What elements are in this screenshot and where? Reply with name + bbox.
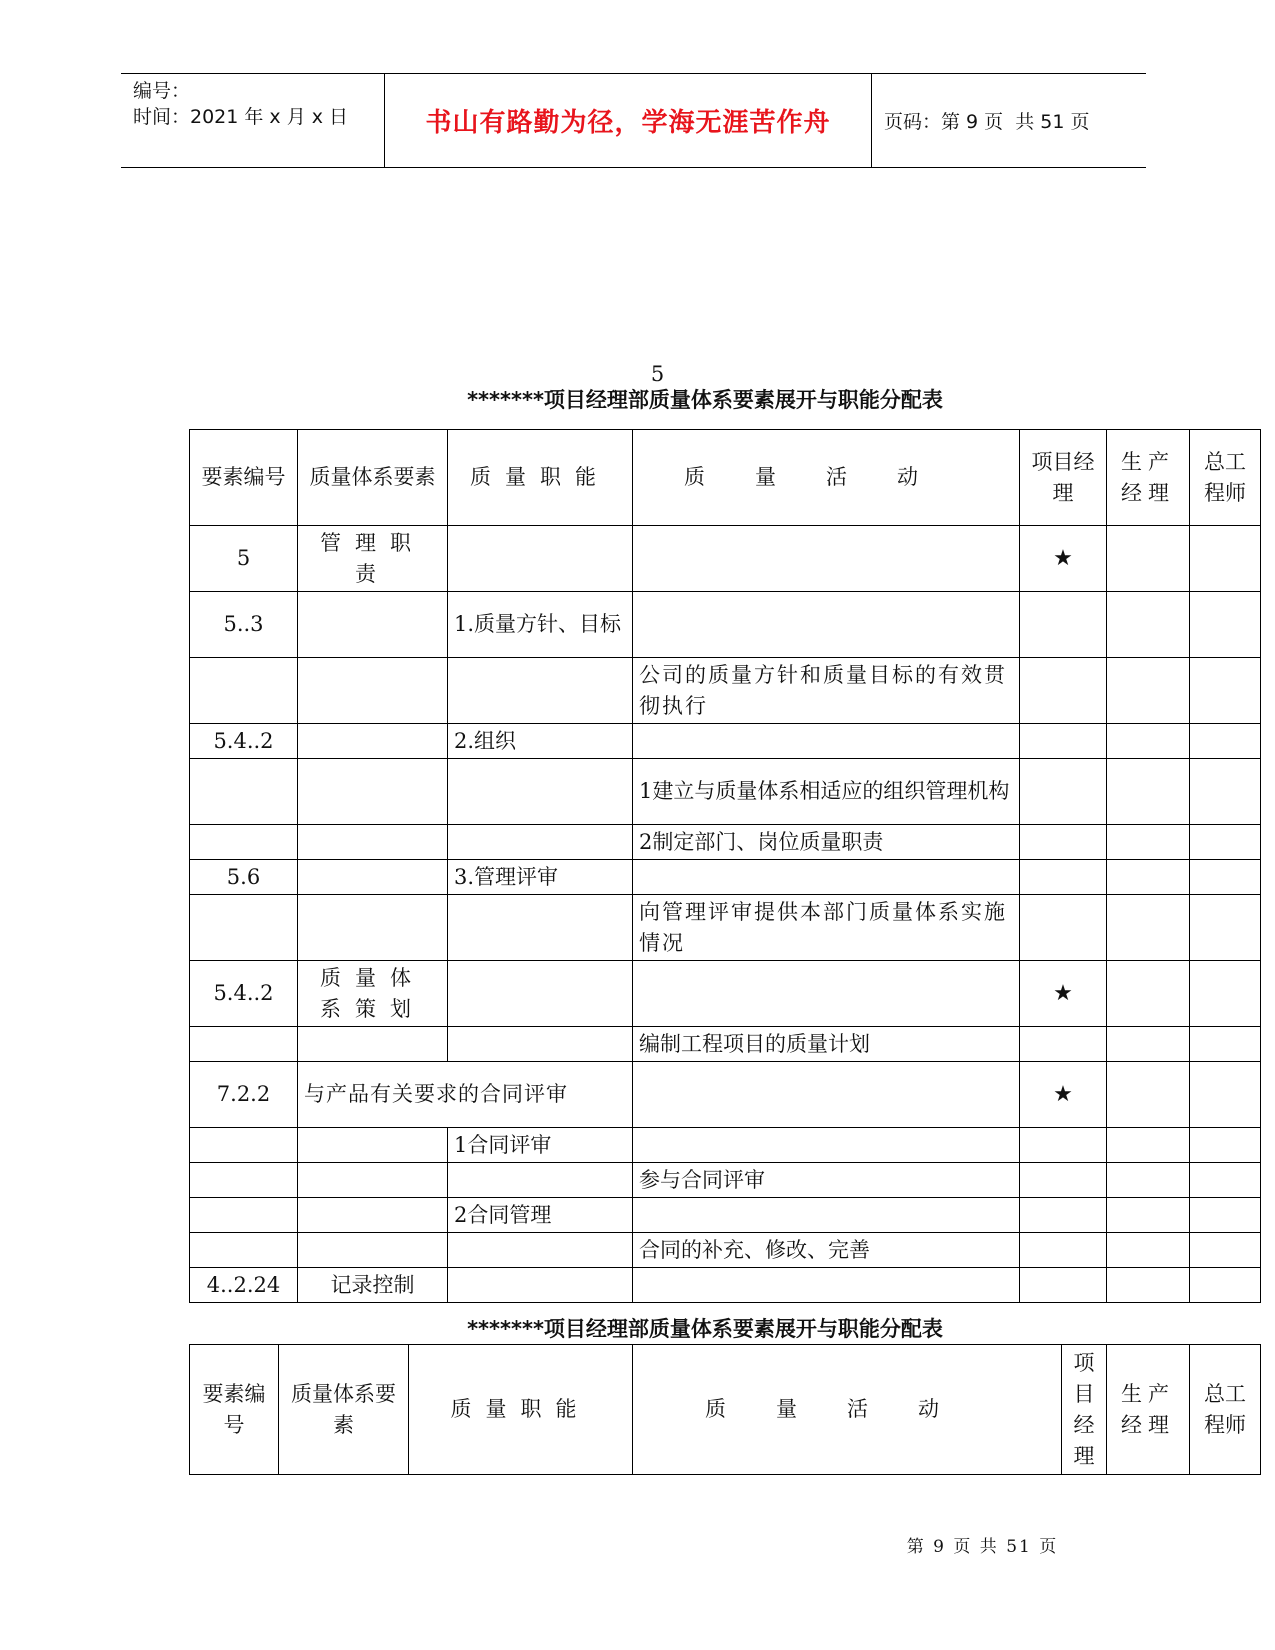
cell-element-no [190,658,298,724]
cell-chief-engineer [1190,1128,1261,1163]
quality-function-table [189,429,1261,1303]
table-row [190,592,1261,658]
cell-activity: 1建立与质量体系相适应的组织管理机构 [633,759,1020,825]
cell-element-no [190,1198,298,1233]
col-header-production-manager: 生产经理 [1107,1345,1190,1475]
cell-chief-engineer [1190,1198,1261,1233]
cell-chief-engineer [1190,1027,1261,1062]
cell-element-no: 5.4..2 [190,961,298,1027]
cell-project-manager [1020,1027,1107,1062]
header-meta [121,74,384,167]
cell-activity: 向管理评审提供本部门质量体系实施情况 [633,895,1020,961]
cell-activity [633,1198,1020,1233]
cell-element-no: 5..3 [190,592,298,658]
cell-element [298,592,448,658]
cell-activity: 编制工程项目的质量计划 [633,1027,1020,1062]
cell-project-manager-star: ★ [1020,1062,1107,1128]
cell-function [448,1233,633,1268]
cell-chief-engineer [1190,860,1261,895]
cell-element: 记录控制 [298,1268,448,1303]
cell-function [448,895,633,961]
cell-element-merged: 与产品有关要求的合同评审 [298,1062,633,1128]
col-header-chief-engineer: 总工程师 [1190,1345,1261,1475]
table-title: *******项目经理部质量体系要素展开与职能分配表 [467,388,943,412]
section-number: 5 [650,362,665,386]
cell-chief-engineer [1190,1062,1261,1128]
cell-project-manager [1020,759,1107,825]
cell-project-manager [1020,1163,1107,1198]
cell-activity: 参与合同评审 [633,1163,1020,1198]
cell-function: 1合同评审 [448,1128,633,1163]
cell-function [448,526,633,592]
cell-activity [633,860,1020,895]
cell-project-manager [1020,592,1107,658]
footer-page-number: 第 9 页 共 51 页 [906,1537,1059,1557]
header-page-info: 页码：第 9 页 共 51 页 [884,111,1090,133]
table-row [190,759,1261,825]
cell-project-manager [1020,1233,1107,1268]
cell-element-no: 5.4..2 [190,724,298,759]
cell-function [448,961,633,1027]
cell-production-manager [1107,1128,1190,1163]
cell-element-no [190,895,298,961]
cell-element [298,1198,448,1233]
table-row [190,1163,1261,1198]
cell-production-manager [1107,961,1190,1027]
cell-project-manager [1020,1268,1107,1303]
cell-chief-engineer [1190,961,1261,1027]
document-date: 时间：2021 年 x 月 x 日 [133,106,349,128]
table-row [190,1198,1261,1233]
cell-element-no [190,759,298,825]
header-motto-cell [384,74,872,167]
cell-function [448,1027,633,1062]
cell-chief-engineer [1190,526,1261,592]
cell-function: 2合同管理 [448,1198,633,1233]
cell-activity [633,526,1020,592]
table-row [190,1027,1261,1062]
cell-activity [633,724,1020,759]
cell-project-manager [1020,895,1107,961]
page-footer [0,1532,1275,1557]
cell-project-manager-star: ★ [1020,526,1107,592]
cell-element [298,1163,448,1198]
cell-activity: 公司的质量方针和质量目标的有效贯彻执行 [633,658,1020,724]
cell-function: 2.组织 [448,724,633,759]
cell-element-no [190,1128,298,1163]
cell-chief-engineer [1190,724,1261,759]
cell-element-no [190,1027,298,1062]
cell-element [298,1128,448,1163]
cell-production-manager [1107,860,1190,895]
cell-element: 管理职责 [298,526,448,592]
cell-element [298,860,448,895]
cell-element-no [190,1163,298,1198]
col-header-function: 质量职能 [448,430,633,526]
cell-element [298,895,448,961]
col-header-production-manager: 生产经理 [1107,430,1190,526]
col-header-chief-engineer: 总工程师 [1190,430,1261,526]
cell-element [298,1233,448,1268]
cell-element [298,658,448,724]
cell-activity [633,1268,1020,1303]
table-row [190,1233,1261,1268]
col-header-function: 质量职能 [409,1345,633,1475]
cell-project-manager [1020,1128,1107,1163]
cell-production-manager [1107,1268,1190,1303]
cell-activity: 2制定部门、岗位质量职责 [633,825,1020,860]
cell-production-manager [1107,759,1190,825]
cell-chief-engineer [1190,895,1261,961]
table-header-row [190,430,1261,526]
table-row [190,724,1261,759]
cell-production-manager [1107,825,1190,860]
table-header-row [190,1345,1261,1475]
cell-production-manager [1107,1027,1190,1062]
cell-element-no: 5 [190,526,298,592]
table-row [190,860,1261,895]
table-row [190,1268,1261,1303]
cell-activity [633,1128,1020,1163]
cell-function [448,825,633,860]
cell-element [298,1027,448,1062]
col-header-element-no: 要素编号 [190,1345,279,1475]
cell-element [298,724,448,759]
table-row [190,1128,1261,1163]
cell-production-manager [1107,724,1190,759]
page-header [121,73,1146,168]
cell-production-manager [1107,1062,1190,1128]
table-row [190,895,1261,961]
cell-function: 1.质量方针、目标 [448,592,633,658]
cell-element-no [190,825,298,860]
cell-function [448,1163,633,1198]
cell-element [298,825,448,860]
cell-chief-engineer [1190,1163,1261,1198]
cell-function [448,1268,633,1303]
table-title-repeat: *******项目经理部质量体系要素展开与职能分配表 [467,1317,943,1341]
cell-element-no: 4..2.24 [190,1268,298,1303]
col-header-activity: 质量活动 [633,1345,1062,1475]
col-header-element-no: 要素编号 [190,430,298,526]
col-header-element: 质量体系要素 [279,1345,409,1475]
cell-project-manager [1020,658,1107,724]
cell-function [448,759,633,825]
cell-chief-engineer [1190,759,1261,825]
cell-project-manager [1020,860,1107,895]
cell-element-no [190,1233,298,1268]
cell-production-manager [1107,1163,1190,1198]
col-header-element: 质量体系要素 [298,430,448,526]
quality-function-table-continued [189,1344,1261,1475]
cell-element: 质量体系策划 [298,961,448,1027]
cell-element [298,759,448,825]
col-header-project-manager: 项目经理 [1062,1345,1107,1475]
table-row [190,658,1261,724]
cell-project-manager [1020,825,1107,860]
cell-activity [633,1062,1020,1128]
cell-chief-engineer [1190,592,1261,658]
cell-element-no: 5.6 [190,860,298,895]
cell-activity [633,592,1020,658]
col-header-project-manager: 项目经理 [1020,430,1107,526]
cell-activity [633,961,1020,1027]
cell-chief-engineer [1190,658,1261,724]
cell-production-manager [1107,895,1190,961]
cell-function [448,658,633,724]
cell-activity: 合同的补充、修改、完善 [633,1233,1020,1268]
cell-element-no: 7.2.2 [190,1062,298,1128]
cell-function: 3.管理评审 [448,860,633,895]
motto-text: 书山有路勤为径，学海无涯苦作舟 [425,108,831,138]
cell-chief-engineer [1190,825,1261,860]
document-number-label: 编号： [133,80,191,102]
cell-chief-engineer [1190,1268,1261,1303]
cell-production-manager [1107,658,1190,724]
cell-production-manager [1107,526,1190,592]
cell-chief-engineer [1190,1233,1261,1268]
cell-project-manager [1020,1198,1107,1233]
cell-production-manager [1107,1233,1190,1268]
col-header-activity: 质量活动 [633,430,1020,526]
table-row [190,526,1261,592]
table-row [190,1062,1261,1128]
table-row [190,825,1261,860]
cell-project-manager-star: ★ [1020,961,1107,1027]
cell-project-manager [1020,724,1107,759]
cell-production-manager [1107,592,1190,658]
table-row [190,961,1261,1027]
cell-production-manager [1107,1198,1190,1233]
